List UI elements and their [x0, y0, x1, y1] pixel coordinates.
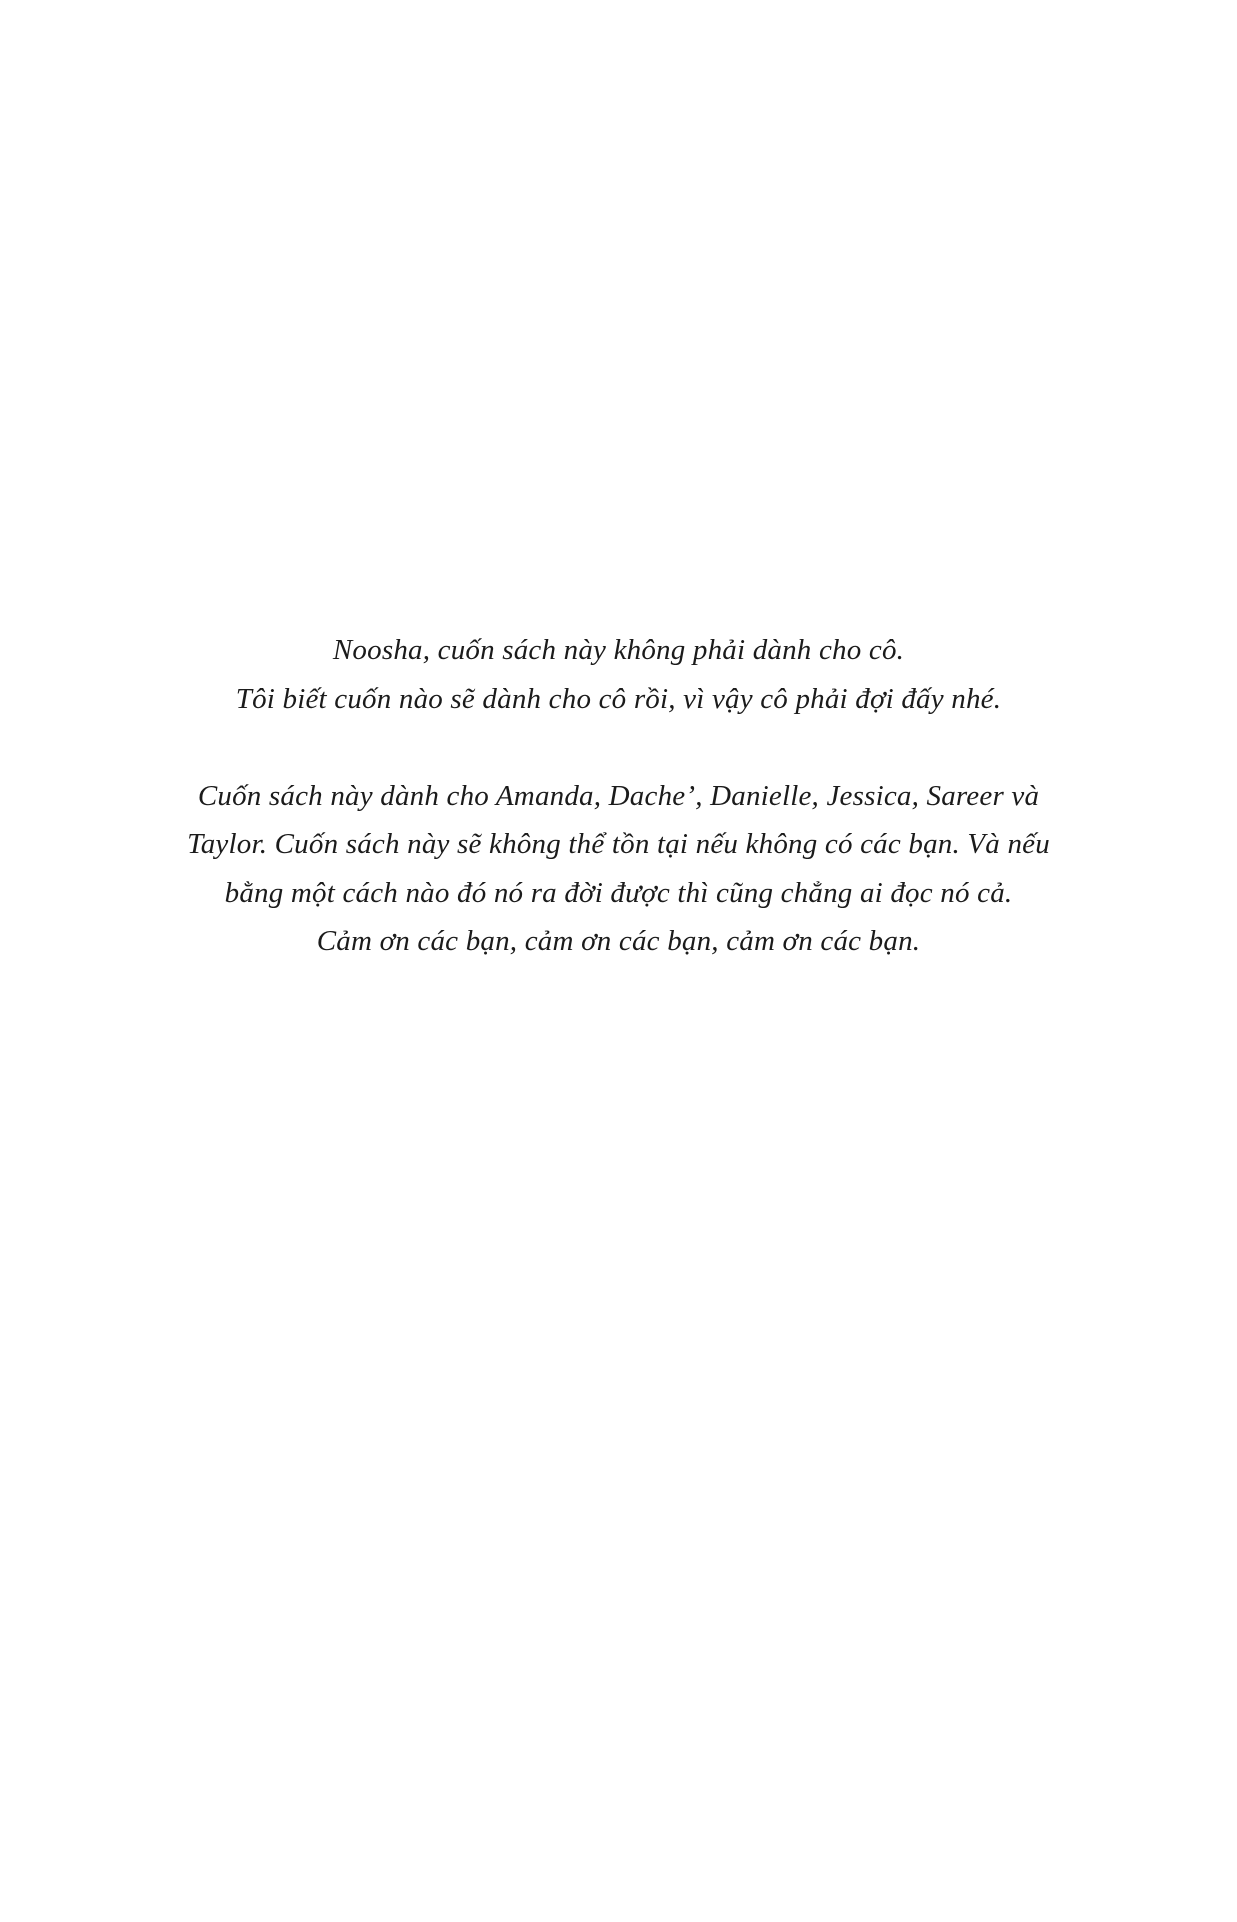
- dedication-text: [0, 626, 1237, 966]
- dedication-line-4: Taylor. Cuốn sách này sẽ không thể tồn tại nếu không có các bạn. Và nếu: [187, 828, 1050, 860]
- dedication-line-5: bằng một cách nào đó nó ra đời được thì cũng chẳng ai đọc nó cả.: [224, 876, 1013, 909]
- dedication-line-1: Noosha, cuốn sách này không phải dành cho cô.: [332, 634, 905, 666]
- dedication-line-6: Cảm ơn các bạn, cảm ơn các bạn, cảm ơn các bạn.: [316, 925, 921, 957]
- dedication-line-2: Tôi biết cuốn nào sẽ dành cho cô rồi, vì vậy cô phải đợi đấy nhé.: [235, 682, 1002, 715]
- dedication-paragraph-1: [0, 626, 1237, 723]
- dedication-paragraph-2: [0, 772, 1237, 966]
- dedication-line-3: Cuốn sách này dành cho Amanda, Dache’, Danielle, Jessica, Sareer và: [197, 779, 1040, 812]
